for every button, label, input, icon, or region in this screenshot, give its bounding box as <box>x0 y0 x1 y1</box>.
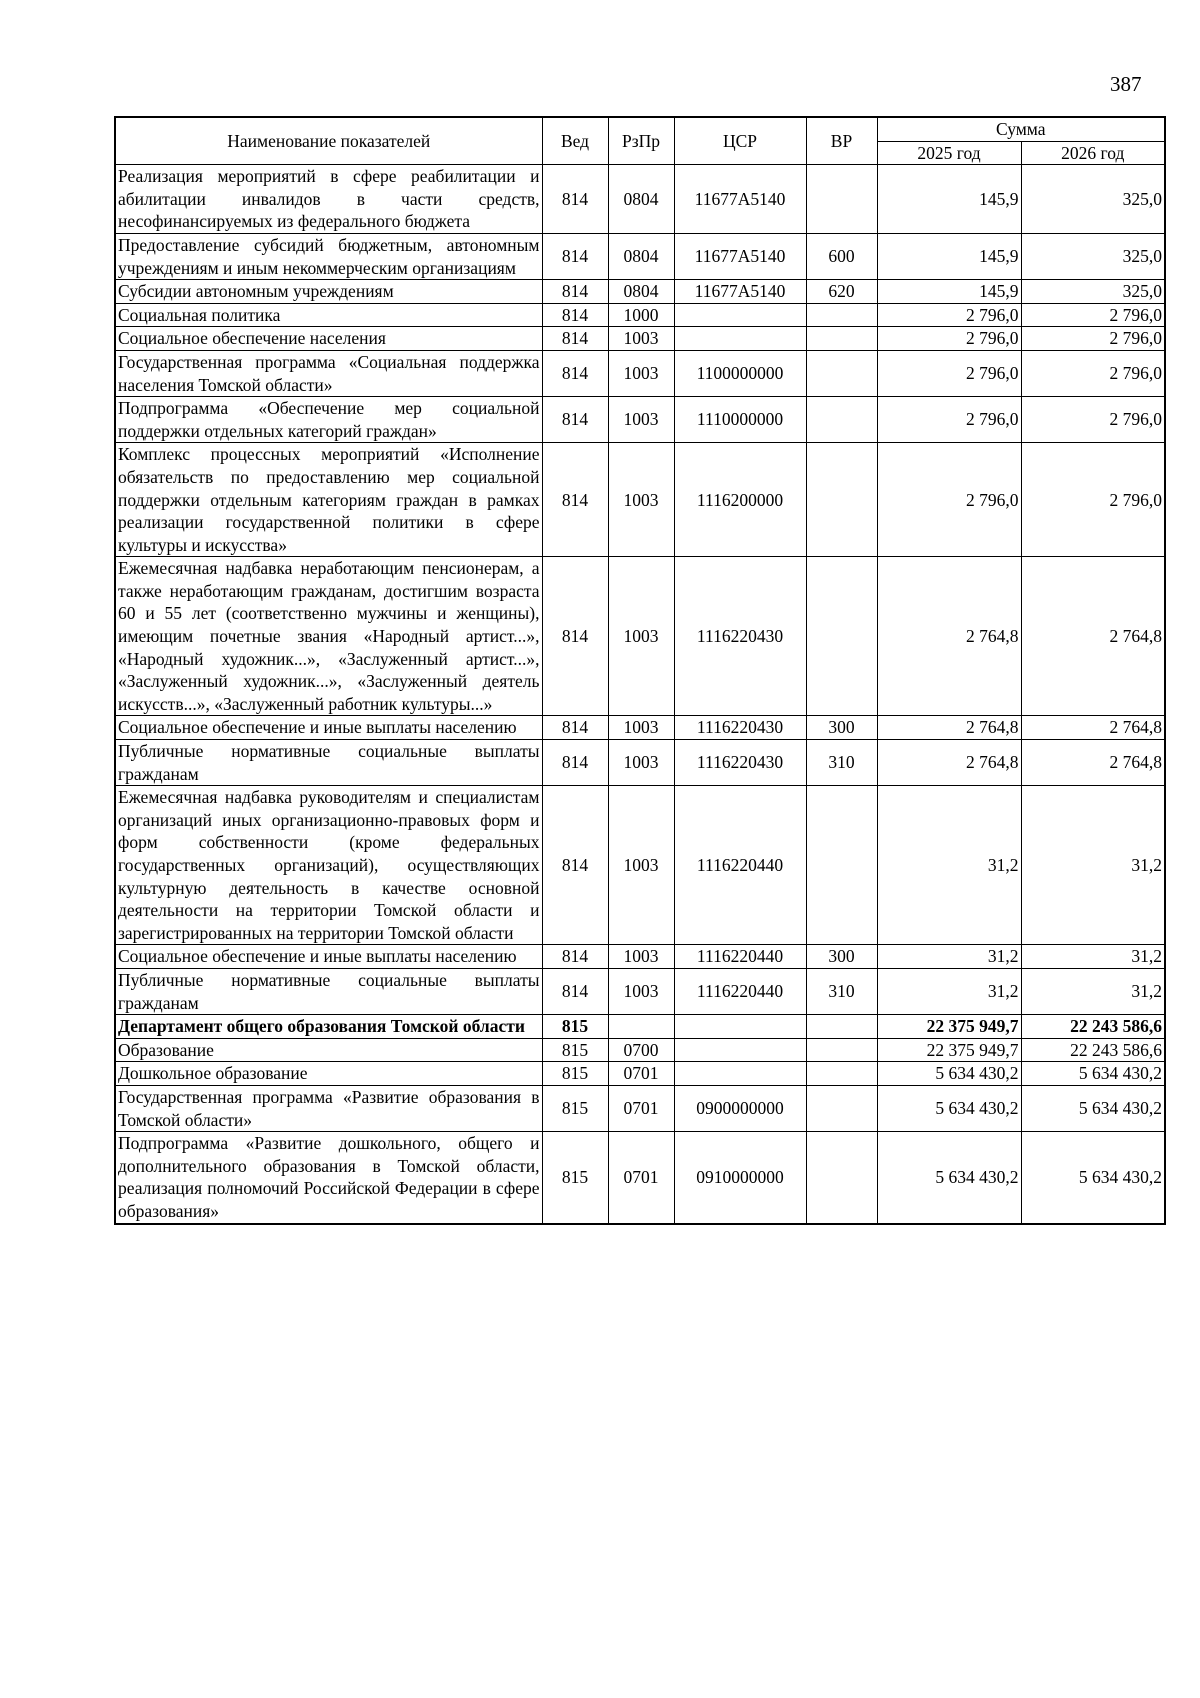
row-rzpr: 1003 <box>608 716 674 740</box>
table-row <box>115 303 1165 327</box>
row-amount-2026: 325,0 <box>1021 165 1165 234</box>
row-vr <box>806 1132 877 1224</box>
row-ved: 814 <box>542 557 608 716</box>
row-name: Комплекс процессных мероприятий «Исполнение обязательств по предоставлению мер социальной поддержки отдельным категориям граждан в рамках реализации государственной политики в сфере культуры и искусства» <box>115 443 542 557</box>
row-vr <box>806 327 877 351</box>
row-amount-2026: 31,2 <box>1021 968 1165 1014</box>
row-rzpr: 1003 <box>608 397 674 443</box>
header-ved: Вед <box>542 117 608 165</box>
row-vr <box>806 350 877 396</box>
row-csr <box>674 327 806 351</box>
row-amount-2025: 2 796,0 <box>877 327 1021 351</box>
row-vr: 620 <box>806 280 877 304</box>
row-vr <box>806 786 877 945</box>
row-rzpr: 1003 <box>608 945 674 969</box>
table-row <box>115 1085 1165 1131</box>
header-year-2025: 2025 год <box>877 141 1021 165</box>
row-amount-2025: 2 764,8 <box>877 740 1021 786</box>
row-amount-2025: 31,2 <box>877 786 1021 945</box>
row-amount-2025: 22 375 949,7 <box>877 1038 1021 1062</box>
row-csr: 1116220430 <box>674 557 806 716</box>
header-vr: ВР <box>806 117 877 165</box>
row-amount-2026: 31,2 <box>1021 786 1165 945</box>
row-amount-2026: 2 764,8 <box>1021 716 1165 740</box>
row-name: Подпрограмма «Обеспечение мер социальной поддержки отдельных категорий граждан» <box>115 397 542 443</box>
row-rzpr <box>608 1015 674 1039</box>
table-row <box>115 280 1165 304</box>
row-amount-2026: 325,0 <box>1021 280 1165 304</box>
header-sum: Сумма <box>877 117 1165 141</box>
row-amount-2025: 2 796,0 <box>877 443 1021 557</box>
row-vr <box>806 165 877 234</box>
row-ved: 814 <box>542 716 608 740</box>
row-rzpr: 0701 <box>608 1062 674 1086</box>
row-ved: 814 <box>542 350 608 396</box>
row-amount-2026: 2 796,0 <box>1021 350 1165 396</box>
table-row <box>115 1038 1165 1062</box>
row-csr: 0900000000 <box>674 1085 806 1131</box>
row-name: Социальное обеспечение и иные выплаты населению <box>115 716 542 740</box>
row-vr <box>806 397 877 443</box>
header-rzpr: РзПр <box>608 117 674 165</box>
row-ved: 814 <box>542 443 608 557</box>
row-amount-2026: 5 634 430,2 <box>1021 1132 1165 1224</box>
row-ved: 815 <box>542 1062 608 1086</box>
row-csr <box>674 1038 806 1062</box>
row-vr <box>806 1015 877 1039</box>
row-name: Подпрограмма «Развитие дошкольного, общего и дополнительного образования в Томской области, реализация полномочий Российской Федерации в сфере образования» <box>115 1132 542 1224</box>
row-ved: 814 <box>542 968 608 1014</box>
row-rzpr: 0804 <box>608 280 674 304</box>
row-rzpr: 1000 <box>608 303 674 327</box>
row-name: Ежемесячная надбавка неработающим пенсионерам, а также неработающим гражданам, достигшим возраста 60 и 55 лет (соответственно мужчины и женщины), имеющим почетные звания «Народный артист...», «Народный художник...», «Заслуженный артист...», «Заслуженный художник...», «Заслуженный деятель искусств...», «Заслуженный работник культуры...» <box>115 557 542 716</box>
table-row <box>115 350 1165 396</box>
row-amount-2025: 5 634 430,2 <box>877 1062 1021 1086</box>
row-amount-2025: 22 375 949,7 <box>877 1015 1021 1039</box>
row-ved: 814 <box>542 397 608 443</box>
row-ved: 815 <box>542 1038 608 1062</box>
row-vr <box>806 557 877 716</box>
row-name: Предоставление субсидий бюджетным, автономным учреждениям и иным некоммерческим организациям <box>115 233 542 279</box>
table-row <box>115 557 1165 716</box>
row-csr: 0910000000 <box>674 1132 806 1224</box>
row-amount-2026: 2 796,0 <box>1021 397 1165 443</box>
row-amount-2025: 2 796,0 <box>877 303 1021 327</box>
row-csr: 11677А5140 <box>674 280 806 304</box>
row-rzpr: 1003 <box>608 350 674 396</box>
row-name: Реализация мероприятий в сфере реабилитации и абилитации инвалидов в части средств, несофинансируемых из федерального бюджета <box>115 165 542 234</box>
header-csr: ЦСР <box>674 117 806 165</box>
row-name: Публичные нормативные социальные выплаты гражданам <box>115 968 542 1014</box>
row-amount-2025: 2 764,8 <box>877 716 1021 740</box>
row-amount-2025: 145,9 <box>877 233 1021 279</box>
row-amount-2025: 2 796,0 <box>877 350 1021 396</box>
row-amount-2025: 5 634 430,2 <box>877 1132 1021 1224</box>
table-row <box>115 327 1165 351</box>
row-rzpr: 1003 <box>608 740 674 786</box>
row-amount-2025: 145,9 <box>877 280 1021 304</box>
row-amount-2025: 5 634 430,2 <box>877 1085 1021 1131</box>
row-rzpr: 1003 <box>608 443 674 557</box>
row-amount-2025: 31,2 <box>877 968 1021 1014</box>
row-ved: 814 <box>542 945 608 969</box>
row-rzpr: 1003 <box>608 327 674 351</box>
row-amount-2026: 2 796,0 <box>1021 303 1165 327</box>
row-rzpr: 0804 <box>608 165 674 234</box>
table-row <box>115 233 1165 279</box>
row-name: Ежемесячная надбавка руководителям и специалистам организаций иных организационно-правовых форм и форм собственности (кроме федеральных государственных организаций), осуществляющих культурную деятельность в качестве основной деятельности на территории Томской области и зарегистрированных на территории Томской области <box>115 786 542 945</box>
header-year-2026: 2026 год <box>1021 141 1165 165</box>
row-vr: 300 <box>806 945 877 969</box>
row-csr: 1116220430 <box>674 716 806 740</box>
row-amount-2026: 325,0 <box>1021 233 1165 279</box>
row-vr <box>806 303 877 327</box>
row-rzpr: 1003 <box>608 968 674 1014</box>
row-csr <box>674 303 806 327</box>
row-rzpr: 1003 <box>608 786 674 945</box>
row-amount-2025: 2 796,0 <box>877 397 1021 443</box>
table-row <box>115 945 1165 969</box>
row-name: Государственная программа «Социальная поддержка населения Томской области» <box>115 350 542 396</box>
row-csr: 1100000000 <box>674 350 806 396</box>
row-csr: 11677А5140 <box>674 233 806 279</box>
row-csr: 1116200000 <box>674 443 806 557</box>
row-ved: 815 <box>542 1085 608 1131</box>
row-csr: 1110000000 <box>674 397 806 443</box>
table-row <box>115 397 1165 443</box>
row-name: Социальное обеспечение населения <box>115 327 542 351</box>
row-amount-2026: 5 634 430,2 <box>1021 1085 1165 1131</box>
row-name: Государственная программа «Развитие образования в Томской области» <box>115 1085 542 1131</box>
row-name: Субсидии автономным учреждениям <box>115 280 542 304</box>
table-body <box>115 165 1165 1224</box>
row-vr: 310 <box>806 968 877 1014</box>
row-rzpr: 0804 <box>608 233 674 279</box>
row-ved: 815 <box>542 1132 608 1224</box>
table-row <box>115 1062 1165 1086</box>
row-vr <box>806 1038 877 1062</box>
row-rzpr: 0701 <box>608 1132 674 1224</box>
row-amount-2026: 31,2 <box>1021 945 1165 969</box>
table-row <box>115 1132 1165 1224</box>
row-name: Социальное обеспечение и иные выплаты населению <box>115 945 542 969</box>
budget-table <box>114 116 1166 1225</box>
table-row <box>115 740 1165 786</box>
row-amount-2025: 31,2 <box>877 945 1021 969</box>
table-row <box>115 716 1165 740</box>
row-vr <box>806 1085 877 1131</box>
row-ved: 814 <box>542 327 608 351</box>
row-name: Образование <box>115 1038 542 1062</box>
row-ved: 814 <box>542 280 608 304</box>
row-csr: 1116220440 <box>674 786 806 945</box>
row-rzpr: 0700 <box>608 1038 674 1062</box>
row-ved: 814 <box>542 303 608 327</box>
row-name: Социальная политика <box>115 303 542 327</box>
row-vr: 600 <box>806 233 877 279</box>
table-row <box>115 443 1165 557</box>
row-ved: 814 <box>542 786 608 945</box>
row-amount-2026: 2 796,0 <box>1021 443 1165 557</box>
row-csr: 11677А5140 <box>674 165 806 234</box>
table-row <box>115 1015 1165 1039</box>
row-csr <box>674 1062 806 1086</box>
row-amount-2026: 22 243 586,6 <box>1021 1015 1165 1039</box>
row-amount-2026: 2 764,8 <box>1021 740 1165 786</box>
row-amount-2026: 2 796,0 <box>1021 327 1165 351</box>
row-amount-2025: 2 764,8 <box>877 557 1021 716</box>
table-row <box>115 165 1165 234</box>
row-ved: 814 <box>542 165 608 234</box>
row-csr: 1116220440 <box>674 945 806 969</box>
row-vr: 310 <box>806 740 877 786</box>
row-amount-2026: 22 243 586,6 <box>1021 1038 1165 1062</box>
row-csr: 1116220430 <box>674 740 806 786</box>
row-name: Публичные нормативные социальные выплаты гражданам <box>115 740 542 786</box>
row-vr <box>806 1062 877 1086</box>
row-ved: 815 <box>542 1015 608 1039</box>
row-amount-2026: 2 764,8 <box>1021 557 1165 716</box>
row-vr: 300 <box>806 716 877 740</box>
row-amount-2025: 145,9 <box>877 165 1021 234</box>
header-name: Наименование показателей <box>115 117 542 165</box>
row-csr <box>674 1015 806 1039</box>
row-rzpr: 0701 <box>608 1085 674 1131</box>
table-row <box>115 968 1165 1014</box>
row-rzpr: 1003 <box>608 557 674 716</box>
row-amount-2026: 5 634 430,2 <box>1021 1062 1165 1086</box>
row-name: Департамент общего образования Томской области <box>115 1015 542 1039</box>
page-number: 387 <box>1110 72 1142 96</box>
row-name: Дошкольное образование <box>115 1062 542 1086</box>
row-ved: 814 <box>542 233 608 279</box>
row-csr: 1116220440 <box>674 968 806 1014</box>
row-ved: 814 <box>542 740 608 786</box>
row-vr <box>806 443 877 557</box>
table-header <box>115 117 1165 165</box>
table-row <box>115 786 1165 945</box>
